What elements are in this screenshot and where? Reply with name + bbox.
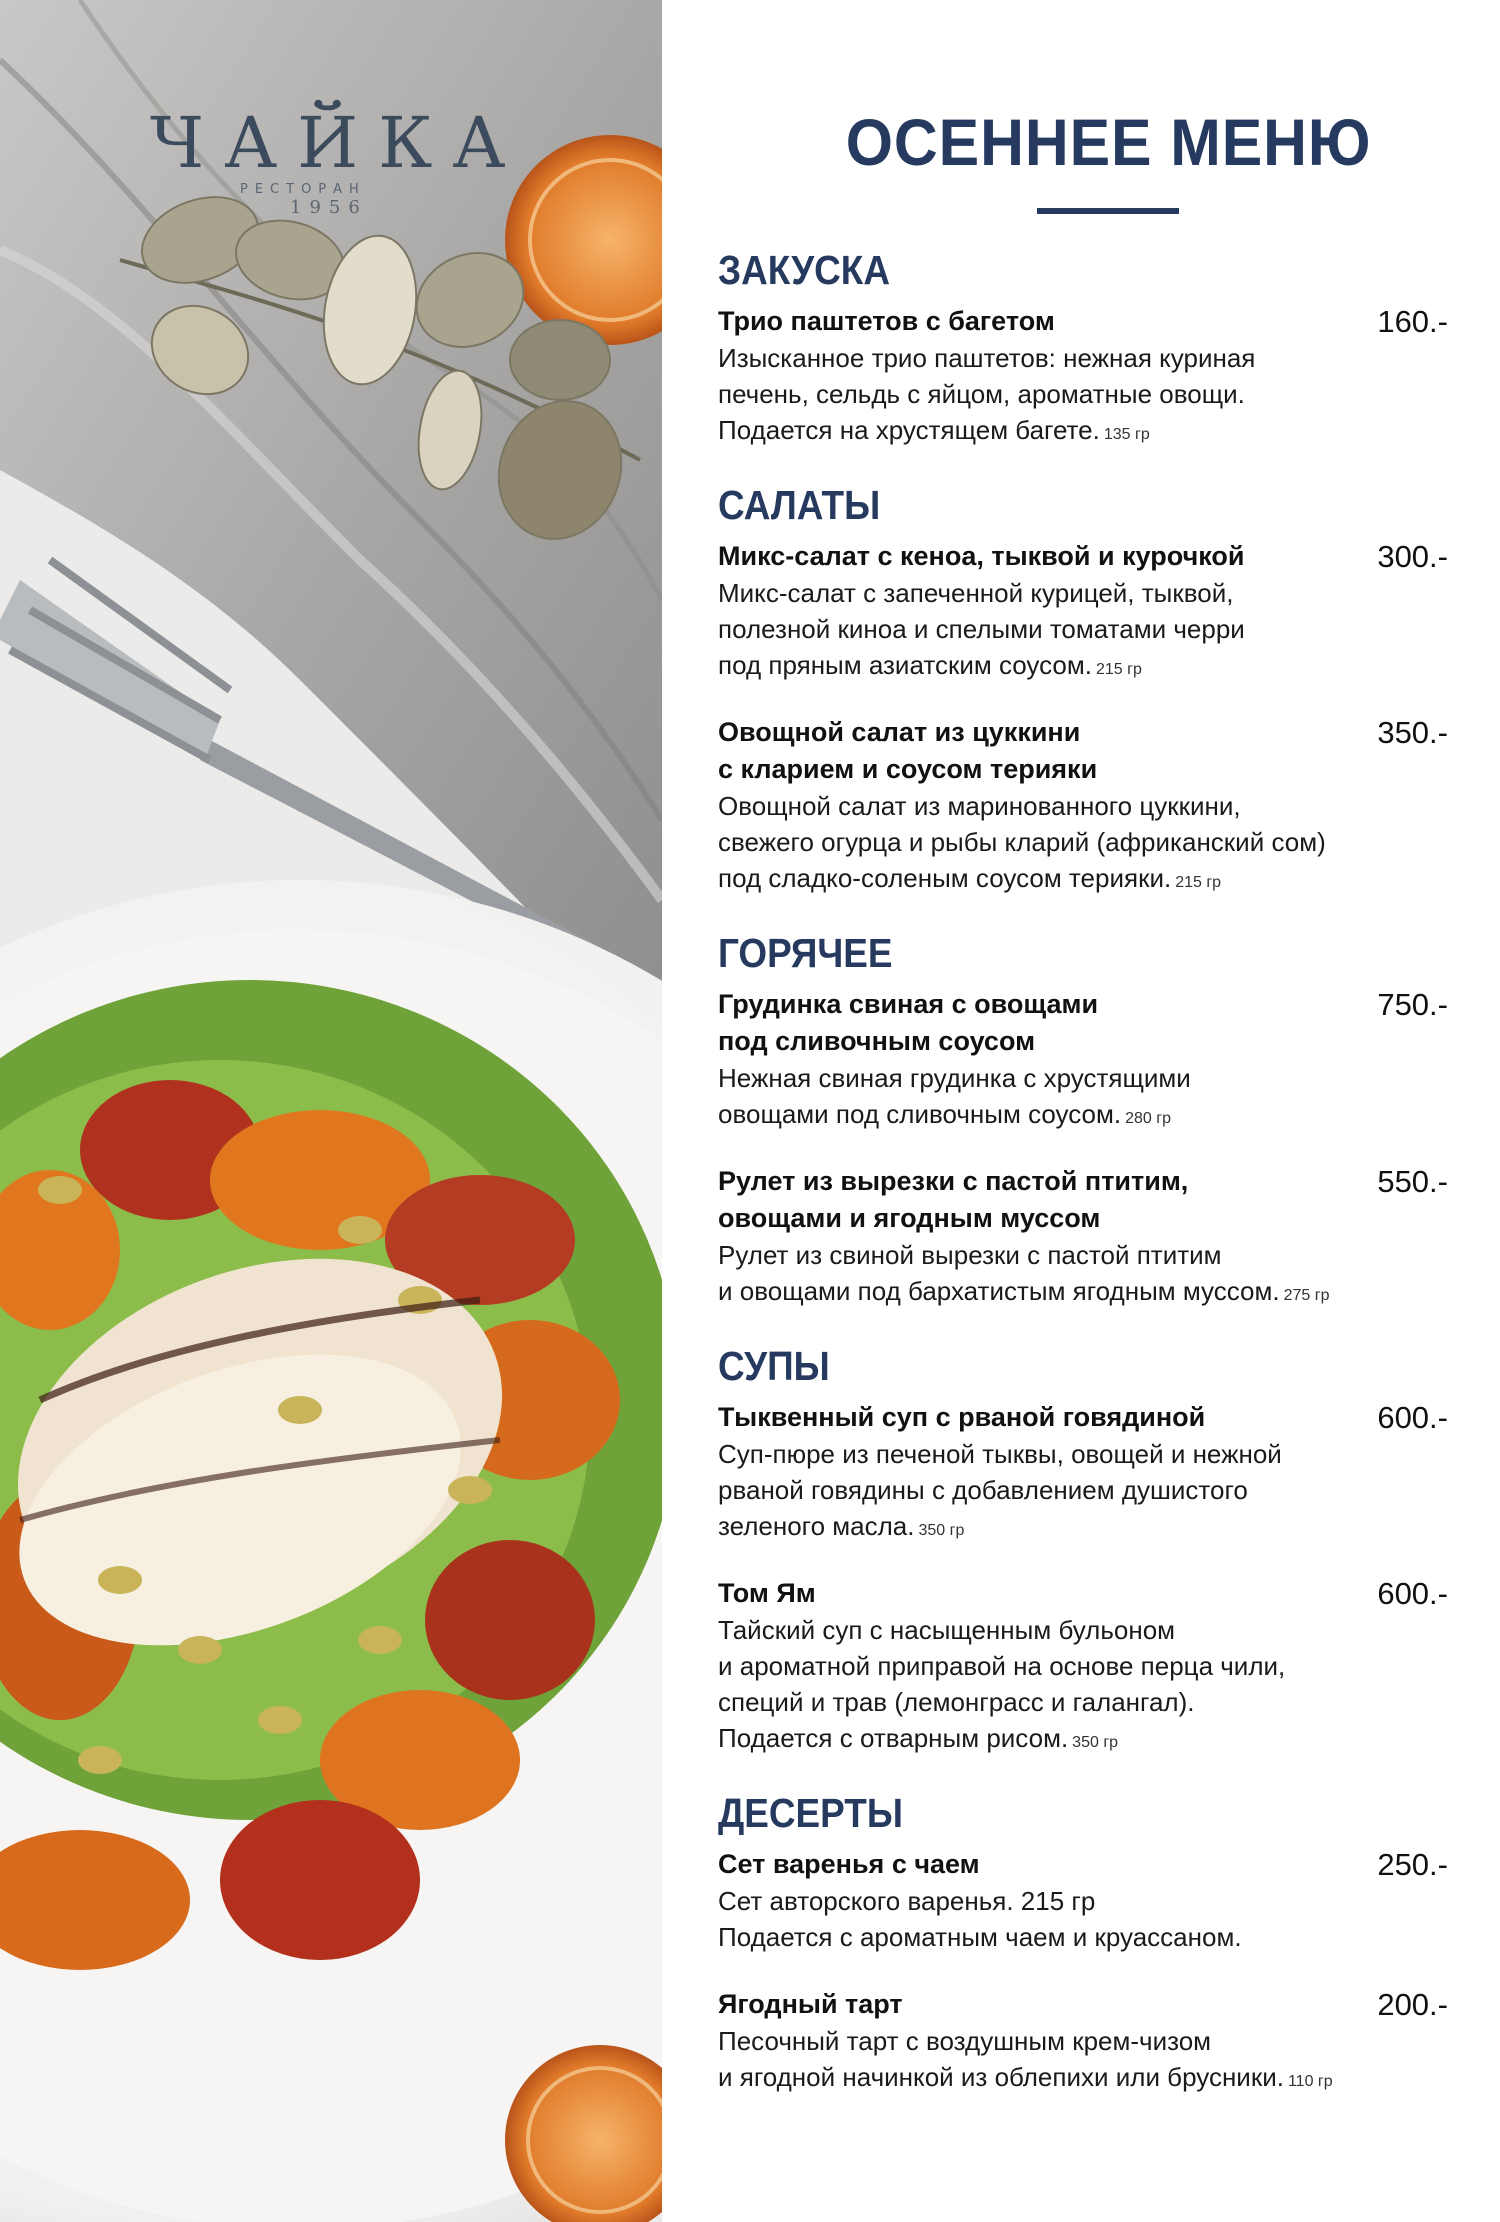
section-title: ГОРЯЧЕЕ xyxy=(718,930,893,977)
item-name: Микс-салат с кеноа, тыквой и курочкой xyxy=(718,541,1245,572)
item-name: Сет варенья с чаем xyxy=(718,1849,980,1880)
item-price: 250.- xyxy=(1377,1847,1448,1883)
item-name: Том Ям xyxy=(718,1578,816,1609)
item-price: 600.- xyxy=(1377,1576,1448,1612)
section-salaty xyxy=(718,483,1500,901)
logo-year: 1956 xyxy=(290,197,368,218)
item-description xyxy=(718,1060,1418,1137)
item-name: Ягодный тарт xyxy=(718,1989,903,2020)
menu-title: ОСЕННЕЕ МЕНЮ xyxy=(845,105,1372,179)
item-price: 550.- xyxy=(1377,1164,1448,1200)
item-price: 200.- xyxy=(1377,1987,1448,2023)
menu-item xyxy=(718,1163,1500,1314)
item-description xyxy=(718,788,1418,901)
menu-item xyxy=(718,538,1500,688)
item-price: 350.- xyxy=(1377,715,1448,751)
item-description xyxy=(718,1883,1418,1960)
logo-name: ЧАЙКА xyxy=(150,102,526,184)
item-weight: 110 гр xyxy=(1287,2073,1333,2091)
menu-sections xyxy=(718,248,1500,2130)
item-description-text: Рулет из свиной вырезки с пастой птитим и овощами под бархатистым ягодным муссом. xyxy=(718,1240,1280,1307)
menu-item xyxy=(718,1399,1500,1549)
section-goryachee xyxy=(718,931,1500,1314)
item-description-text: Суп-пюре из печеной тыквы, овощей и нежной рваной говядины с добавлением душистого зеленого масла. xyxy=(718,1439,1282,1542)
item-description xyxy=(718,575,1418,688)
item-description-text: Микс-салат с запеченной курицей, тыквой, полезной киноа и спелыми томатами черри под пряным азиатским соусом. xyxy=(718,578,1245,681)
restaurant-logo xyxy=(150,102,530,218)
title-divider xyxy=(1037,208,1179,214)
item-name: Овощной салат из цуккини с кларием и соусом терияки xyxy=(718,717,1098,785)
section-title: ЗАКУСКА xyxy=(718,247,890,293)
salad-illustration xyxy=(0,0,662,2222)
item-description xyxy=(718,2023,1418,2100)
menu-item xyxy=(718,303,1500,453)
item-weight: 275 гр xyxy=(1283,1287,1330,1305)
item-weight: 215 гр xyxy=(1175,874,1222,892)
item-price: 300.- xyxy=(1377,539,1448,575)
item-description xyxy=(718,1612,1418,1761)
section-title: САЛАТЫ xyxy=(718,482,881,529)
section-zakuska xyxy=(718,248,1500,453)
item-name: Грудинка свиная с овощами под сливочным соусом xyxy=(718,989,1099,1057)
section-title: СУПЫ xyxy=(718,1343,830,1390)
menu-panel xyxy=(662,0,1500,2222)
menu-item xyxy=(718,1846,1500,1960)
item-name: Трио паштетов с багетом xyxy=(718,306,1055,337)
section-deserty xyxy=(718,1791,1500,2100)
menu-item xyxy=(718,714,1500,901)
item-price: 160.- xyxy=(1377,304,1448,340)
item-description-text: Нежная свиная грудинка с хрустящими овощами под сливочным соусом. xyxy=(718,1063,1191,1130)
item-description-text: Песочный тарт с воздушным крем-чизом и ягодной начинкой из облепихи или брусники. xyxy=(718,2026,1284,2093)
item-description xyxy=(718,340,1418,453)
item-weight: 350 гр xyxy=(918,1522,965,1540)
food-photo xyxy=(0,0,662,2222)
item-price: 600.- xyxy=(1377,1400,1448,1436)
menu-item xyxy=(718,1575,1500,1761)
item-name: Рулет из вырезки с пастой птитим, овощами и ягодным муссом xyxy=(718,1166,1189,1234)
item-weight: 280 гр xyxy=(1125,1110,1171,1128)
item-description-text: Сет авторского варенья. 215 гр Подается с ароматным чаем и круассаном. xyxy=(718,1886,1242,1953)
section-title: ДЕСЕРТЫ xyxy=(718,1790,903,1837)
item-name: Тыквенный суп с рваной говядиной xyxy=(718,1402,1206,1433)
item-price: 750.- xyxy=(1377,987,1448,1023)
menu-item xyxy=(718,1986,1500,2100)
section-supy xyxy=(718,1344,1500,1761)
menu-item xyxy=(718,986,1500,1137)
item-description xyxy=(718,1237,1418,1314)
item-weight: 215 гр xyxy=(1095,661,1142,679)
item-description-text: Овощной салат из маринованного цуккини, свежего огурца и рыбы кларий (африканский сом) под сладко-соленым соусом терияки. xyxy=(718,791,1326,894)
item-description xyxy=(718,1436,1418,1549)
logo-subtitle: РЕСТОРАН xyxy=(240,182,366,197)
item-weight: 350 гр xyxy=(1072,1734,1119,1752)
item-description-text: Изысканное трио паштетов: нежная куриная печень, сельдь с яйцом, ароматные овощи. Подается на хрустящем багете. xyxy=(718,343,1256,446)
item-description-text: Тайский суп с насыщенным бульоном и ароматной приправой на основе перца чили, специй и трав (лемонграсс и галангал). Подается с отварным рисом. xyxy=(718,1615,1286,1754)
item-weight: 135 гр xyxy=(1103,426,1150,444)
